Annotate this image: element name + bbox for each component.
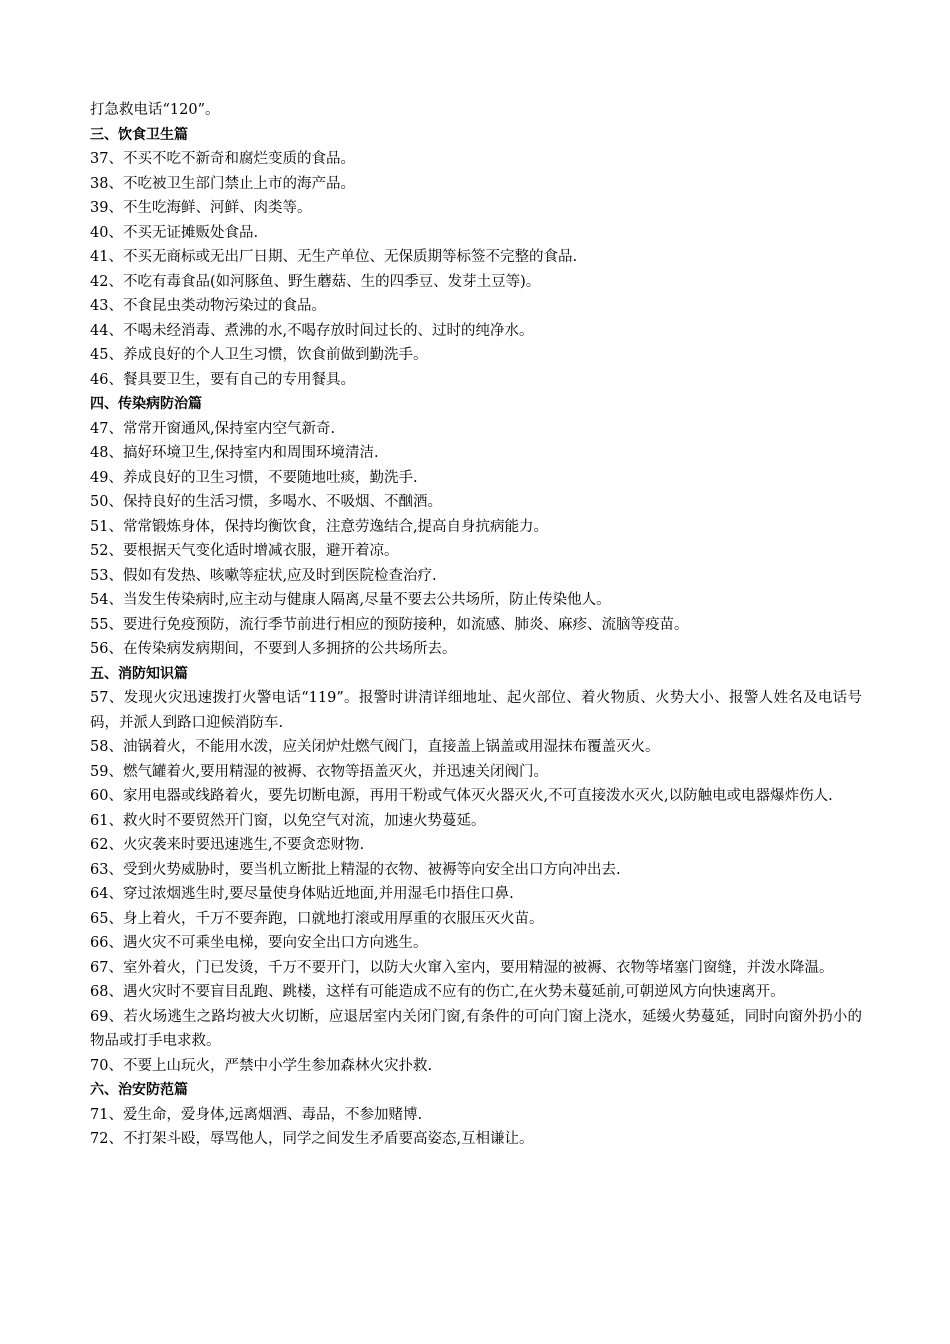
document-page: [90, 98, 862, 1152]
list-item: 49、养成良好的卫生习惯，不要随地吐痰，勤洗手.: [90, 469, 418, 486]
list-item: 38、不吃被卫生部门禁止上市的海产品。: [90, 175, 355, 192]
list-item: 39、不生吃海鲜、河鲜、肉类等。: [90, 200, 312, 216]
list-item: 47、常常开窗通风,保持室内空气新奇.: [90, 420, 336, 437]
list-item: 63、受到火势威胁时，要当机立断批上精湿的衣物、被褥等向安全出口方向冲出去.: [90, 861, 621, 878]
list-item: 57、发现火灾迅速拨打火警电话“119”。报警时讲清详细地址、起火部位、着火物质、火势大小、报警人姓名及电话号码，并派人到路口迎候消防车.: [90, 690, 862, 731]
list-item: 72、不打架斗殴，辱骂他人，同学之间发生矛盾要高姿态,互相谦让。: [90, 1131, 534, 1147]
section-heading: 六、治安防范篇: [90, 1082, 188, 1098]
list-item: 58、油锅着火，不能用水泼，应关闭炉灶燃气阀门，直接盖上锅盖或用湿抹布覆盖灭火。: [90, 739, 660, 755]
list-item: 48、搞好环境卫生,保持室内和周围环境清洁.: [90, 445, 379, 461]
list-item: 42、不吃有毒食品(如河豚鱼、野生蘑菇、生的四季豆、发芽土豆等)。: [90, 273, 541, 290]
section-heading: 五、消防知识篇: [90, 665, 188, 682]
list-item: 71、爱生命，爱身体,远离烟酒、毒品，不参加赌博.: [90, 1106, 423, 1123]
list-item: 66、遇火灾不可乘坐电梯，要向安全出口方向逃生。: [90, 935, 428, 951]
list-item: 67、室外着火，门已发烫，千万不要开门，以防大火窜入室内，要用精湿的被褥、衣物等堵塞门窗缝，并泼水降温。: [90, 959, 834, 976]
list-item: 56、在传染病发病期间，不要到人多拥挤的公共场所去。: [90, 641, 457, 657]
list-item: 70、不要上山玩火，严禁中小学生参加森林火灾扑救.: [90, 1057, 433, 1074]
list-item: 65、身上着火，千万不要奔跑，口就地打滚或用厚重的衣服压灭火苗。: [90, 910, 544, 927]
list-item: 46、餐具要卫生，要有自己的专用餐具。: [90, 371, 355, 388]
list-item: 40、不买无证摊贩处食品.: [90, 224, 259, 241]
list-item: 54、当发生传染病时,应主动与健康人隔离,尽量不要去公共场所，防止传染他人。: [90, 592, 611, 608]
list-item: 50、保持良好的生活习惯，多喝水、不吸烟、不酗酒。: [90, 494, 442, 510]
list-item: 61、救火时不要贸然开门窗，以免空气对流，加速火势蔓延。: [90, 812, 486, 829]
list-item: 52、要根据天气变化适时增减衣服，避开着凉。: [90, 543, 399, 559]
list-item: 60、家用电器或线路着火，要先切断电源，再用干粉或气体灭火器灭火,不可直接泼水灭火,以防触电或电器爆炸伤人.: [90, 788, 833, 804]
section-heading: 三、饮食卫生篇: [90, 126, 188, 143]
section-heading: 四、传染病防治篇: [90, 396, 202, 412]
list-item: 51、常常锻炼身体，保持均衡饮食，注意劳逸结合,提高自身抗病能力。: [90, 518, 549, 535]
list-item: 59、燃气罐着火,要用精湿的被褥、衣物等捂盖灭火，并迅速关闭阀门。: [90, 763, 549, 780]
list-item: 45、养成良好的个人卫生习惯，饮食前做到勤洗手。: [90, 347, 428, 363]
list-item: 41、不买无商标或无出厂日期、无生产单位、无保质期等标签不完整的食品.: [90, 249, 578, 265]
list-item: 55、要进行免疫预防，流行季节前进行相应的预防接种，如流感、肺炎、麻疹、流脑等疫苗。: [90, 616, 689, 633]
list-item: 44、不喝未经消毒、煮沸的水,不喝存放时间过长的、过时的纯净水。: [90, 322, 534, 339]
list-item: 打急救电话“120”。: [90, 102, 220, 118]
list-item: 62、火灾袭来时要迅速逃生,不要贪恋财物.: [90, 837, 365, 853]
list-item: 68、遇火灾时不要盲目乱跑、跳楼，这样有可能造成不应有的伤亡,在火势未蔓延前,可朝逆风方向快速离开。: [90, 984, 785, 1000]
list-item: 43、不食昆虫类动物污染过的食品。: [90, 298, 326, 314]
list-item: 53、假如有发热、咳嗽等症状,应及时到医院检查治疗.: [90, 567, 437, 584]
list-item: 64、穿过浓烟逃生时,要尽量使身体贴近地面,并用湿毛巾捂住口鼻.: [90, 886, 514, 902]
list-item: 69、若火场逃生之路均被大火切断，应退居室内关闭门窗,有条件的可向门窗上浇水，延缓火势蔓延，同时向窗外扔小的物品或打手电求救。: [90, 1008, 862, 1049]
list-item: 37、不买不吃不新奇和腐烂变质的食品。: [90, 151, 355, 167]
